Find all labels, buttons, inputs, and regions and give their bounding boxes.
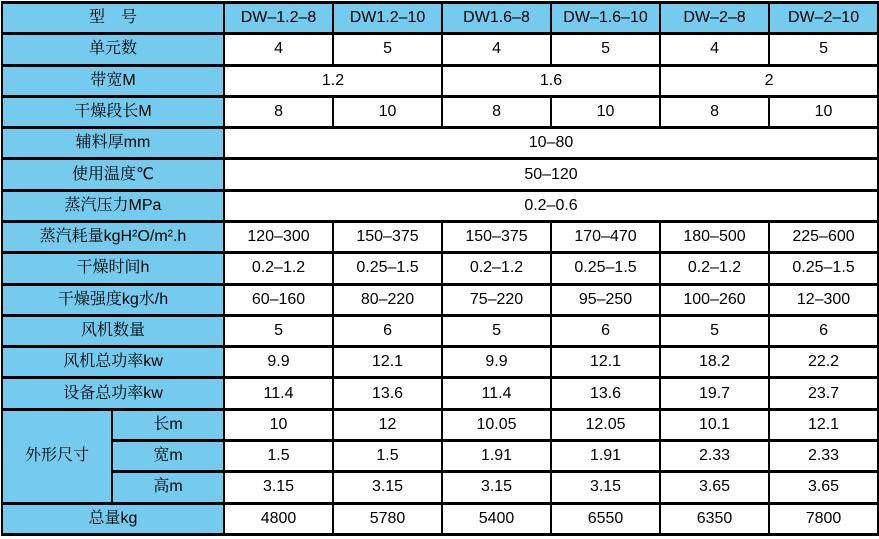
cell-value: 95–250 bbox=[551, 284, 660, 315]
cell-value: 0.25–1.5 bbox=[333, 253, 442, 284]
row-material-thickness bbox=[2, 128, 878, 159]
cell-value: 10 bbox=[769, 96, 878, 127]
cell-value: 2 bbox=[660, 65, 878, 96]
cell-value: 5 bbox=[224, 315, 333, 346]
row-label: 干燥时间h bbox=[2, 253, 224, 284]
row-fan-count bbox=[2, 315, 878, 346]
cell-value: 3.15 bbox=[442, 472, 551, 503]
cell-value: 0.2–1.2 bbox=[224, 253, 333, 284]
cell-value: 80–220 bbox=[333, 284, 442, 315]
cell-value: 9.9 bbox=[224, 347, 333, 378]
cell-value: 6350 bbox=[660, 503, 769, 535]
model-header: DW–1.6–10 bbox=[551, 3, 660, 34]
cell-value: 1.91 bbox=[442, 440, 551, 471]
cell-value: 1.6 bbox=[442, 65, 660, 96]
row-overall-dimensions-height bbox=[2, 472, 878, 503]
cell-value: 4 bbox=[660, 34, 769, 65]
cell-value: 9.9 bbox=[442, 347, 551, 378]
cell-value: 150–375 bbox=[333, 221, 442, 252]
cell-value: 7800 bbox=[769, 503, 878, 535]
cell-value: 6 bbox=[551, 315, 660, 346]
cell-value: 13.6 bbox=[333, 378, 442, 409]
spec-table bbox=[1, 1, 879, 536]
cell-value: 13.6 bbox=[551, 378, 660, 409]
row-steam-consumption bbox=[2, 221, 878, 252]
cell-value: 3.65 bbox=[660, 472, 769, 503]
cell-value: 3.15 bbox=[551, 472, 660, 503]
cell-value: 5 bbox=[660, 315, 769, 346]
row-label: 干燥强度kg水/h bbox=[2, 284, 224, 315]
cell-value: 180–500 bbox=[660, 221, 769, 252]
cell-value: 1.2 bbox=[224, 65, 442, 96]
model-header: DW1.6–8 bbox=[442, 3, 551, 34]
row-label: 蒸汽耗量kgH²O/m².h bbox=[2, 221, 224, 252]
cell-value: 1.5 bbox=[333, 440, 442, 471]
row-equipment-total-power bbox=[2, 378, 878, 409]
cell-value: 1.91 bbox=[551, 440, 660, 471]
cell-value: 0.25–1.5 bbox=[769, 253, 878, 284]
cell-value: 10 bbox=[224, 409, 333, 440]
cell-value: 1.5 bbox=[224, 440, 333, 471]
row-label-model: 型 号 bbox=[2, 3, 224, 34]
cell-value: 10.05 bbox=[442, 409, 551, 440]
cell-value: 10 bbox=[333, 96, 442, 127]
cell-value: 5 bbox=[769, 34, 878, 65]
cell-value: 19.7 bbox=[660, 378, 769, 409]
row-label: 使用温度℃ bbox=[2, 159, 224, 190]
cell-value: 12–300 bbox=[769, 284, 878, 315]
cell-value: 5780 bbox=[333, 503, 442, 535]
row-sublabel: 长m bbox=[112, 409, 224, 440]
cell-value: 6550 bbox=[551, 503, 660, 535]
row-label: 蒸汽压力MPa bbox=[2, 190, 224, 221]
model-header: DW–2–10 bbox=[769, 3, 878, 34]
cell-value: 12 bbox=[333, 409, 442, 440]
row-label: 带宽M bbox=[2, 65, 224, 96]
cell-value: 12.1 bbox=[551, 347, 660, 378]
cell-value: 2.33 bbox=[769, 440, 878, 471]
row-steam-pressure bbox=[2, 190, 878, 221]
cell-value: 23.7 bbox=[769, 378, 878, 409]
cell-value: 2.33 bbox=[660, 440, 769, 471]
row-label: 单元数 bbox=[2, 34, 224, 65]
cell-value: 12.05 bbox=[551, 409, 660, 440]
row-label: 干燥段长M bbox=[2, 96, 224, 127]
cell-value: 3.15 bbox=[224, 472, 333, 503]
cell-value: 10–80 bbox=[224, 128, 878, 159]
cell-value: 5 bbox=[442, 315, 551, 346]
cell-value: 0.2–1.2 bbox=[442, 253, 551, 284]
row-label: 辅料厚mm bbox=[2, 128, 224, 159]
cell-value: 6 bbox=[769, 315, 878, 346]
cell-value: 120–300 bbox=[224, 221, 333, 252]
row-drying-intensity bbox=[2, 284, 878, 315]
cell-value: 0.2–1.2 bbox=[660, 253, 769, 284]
cell-value: 4 bbox=[442, 34, 551, 65]
cell-value: 150–375 bbox=[442, 221, 551, 252]
cell-value: 8 bbox=[660, 96, 769, 127]
row-drying-time bbox=[2, 253, 878, 284]
row-belt-width bbox=[2, 65, 878, 96]
cell-value: 12.1 bbox=[769, 409, 878, 440]
model-header: DW–2–8 bbox=[660, 3, 769, 34]
cell-value: 6 bbox=[333, 315, 442, 346]
cell-value: 3.15 bbox=[333, 472, 442, 503]
cell-value: 4800 bbox=[224, 503, 333, 535]
cell-value: 3.65 bbox=[769, 472, 878, 503]
cell-value: 11.4 bbox=[442, 378, 551, 409]
cell-value: 100–260 bbox=[660, 284, 769, 315]
cell-value: 4 bbox=[224, 34, 333, 65]
cell-value: 225–600 bbox=[769, 221, 878, 252]
cell-value: 12.1 bbox=[333, 347, 442, 378]
cell-value: 11.4 bbox=[224, 378, 333, 409]
header-row bbox=[2, 3, 878, 34]
model-header: DW–1.2–8 bbox=[224, 3, 333, 34]
cell-value: 10.1 bbox=[660, 409, 769, 440]
cell-value: 50–120 bbox=[224, 159, 878, 190]
row-label: 风机总功率kw bbox=[2, 347, 224, 378]
row-label: 总量kg bbox=[2, 503, 224, 535]
row-total-weight bbox=[2, 503, 878, 535]
cell-value: 5 bbox=[333, 34, 442, 65]
cell-value: 5 bbox=[551, 34, 660, 65]
row-overall-dimensions-width bbox=[2, 440, 878, 471]
cell-value: 170–470 bbox=[551, 221, 660, 252]
cell-value: 22.2 bbox=[769, 347, 878, 378]
cell-value: 8 bbox=[224, 96, 333, 127]
row-unit-count bbox=[2, 34, 878, 65]
cell-value: 60–160 bbox=[224, 284, 333, 315]
cell-value: 5400 bbox=[442, 503, 551, 535]
model-header: DW1.2–10 bbox=[333, 3, 442, 34]
cell-value: 0.25–1.5 bbox=[551, 253, 660, 284]
cell-value: 75–220 bbox=[442, 284, 551, 315]
cell-value: 10 bbox=[551, 96, 660, 127]
row-sublabel: 高m bbox=[112, 472, 224, 503]
row-operating-temperature bbox=[2, 159, 878, 190]
row-label: 设备总功率kw bbox=[2, 378, 224, 409]
row-overall-dimensions-length bbox=[2, 409, 878, 440]
cell-value: 8 bbox=[442, 96, 551, 127]
row-sublabel: 宽m bbox=[112, 440, 224, 471]
row-fan-total-power bbox=[2, 347, 878, 378]
row-drying-section-length bbox=[2, 96, 878, 127]
row-label: 风机数量 bbox=[2, 315, 224, 346]
cell-value: 18.2 bbox=[660, 347, 769, 378]
row-label-dimensions: 外形尺寸 bbox=[2, 409, 112, 503]
cell-value: 0.2–0.6 bbox=[224, 190, 878, 221]
